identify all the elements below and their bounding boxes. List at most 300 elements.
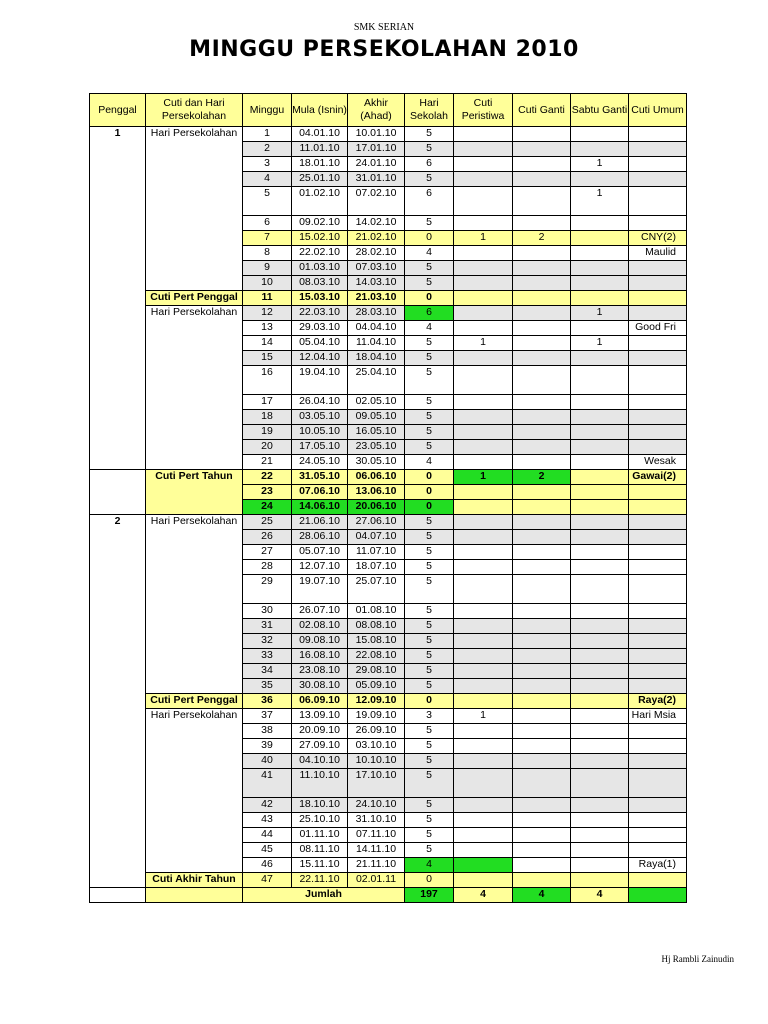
mula-cell: 27.09.10 (292, 739, 348, 754)
mula-cell: 08.11.10 (292, 843, 348, 858)
cuti-peristiwa-cell: 1 (454, 709, 513, 724)
cuti-peristiwa-cell (454, 157, 513, 172)
sabtu-ganti-cell (571, 321, 629, 336)
hari-sekolah-cell: 4 (405, 246, 454, 261)
mula-cell: 31.05.10 (292, 470, 348, 485)
mula-cell: 05.07.10 (292, 545, 348, 560)
cuti-umum-cell (629, 664, 687, 679)
hari-sekolah-cell: 4 (405, 455, 454, 470)
akhir-cell: 07.02.10 (348, 187, 405, 216)
akhir-cell: 24.01.10 (348, 157, 405, 172)
mula-cell: 18.01.10 (292, 157, 348, 172)
sabtu-ganti-cell (571, 395, 629, 410)
akhir-cell: 28.02.10 (348, 246, 405, 261)
cuti-peristiwa-cell (454, 321, 513, 336)
cuti-umum-cell (629, 276, 687, 291)
sabtu-ganti-cell (571, 291, 629, 306)
hari-sekolah-cell: 5 (405, 634, 454, 649)
cuti-ganti-cell: 2 (513, 231, 571, 246)
sabtu-ganti-cell (571, 172, 629, 187)
col-header-akhir: Akhir (Ahad) (348, 94, 405, 127)
hari-sekolah-cell: 0 (405, 485, 454, 500)
cuti-umum-cell (629, 172, 687, 187)
cuti-umum-cell (629, 142, 687, 157)
minggu-cell: 28 (243, 560, 292, 575)
signature: Hj Rambli Zainudin (661, 954, 734, 964)
sabtu-ganti-cell (571, 604, 629, 619)
cuti-umum-cell (629, 425, 687, 440)
total-hari-sekolah: 197 (405, 888, 454, 903)
mula-cell: 22.11.10 (292, 873, 348, 888)
mula-cell: 16.08.10 (292, 649, 348, 664)
minggu-cell: 3 (243, 157, 292, 172)
cuti-peristiwa-cell (454, 455, 513, 470)
cuti-ganti-cell (513, 724, 571, 739)
cuti-umum-cell (629, 560, 687, 575)
cuti-peristiwa-cell (454, 694, 513, 709)
cuti-umum-cell (629, 619, 687, 634)
cuti-ganti-cell (513, 560, 571, 575)
cuti-peristiwa-cell (454, 306, 513, 321)
akhir-cell: 26.09.10 (348, 724, 405, 739)
table-row (90, 873, 687, 888)
hari-sekolah-cell: 6 (405, 157, 454, 172)
mula-cell: 11.01.10 (292, 142, 348, 157)
cuti-peristiwa-cell (454, 261, 513, 276)
hari-sekolah-cell: 5 (405, 769, 454, 798)
mula-cell: 24.05.10 (292, 455, 348, 470)
cuti-ganti-cell (513, 306, 571, 321)
cuti-umum-cell (629, 545, 687, 560)
hari-sekolah-cell: 5 (405, 560, 454, 575)
akhir-cell: 02.01.11 (348, 873, 405, 888)
minggu-cell: 12 (243, 306, 292, 321)
akhir-cell: 14.02.10 (348, 216, 405, 231)
mula-cell: 25.01.10 (292, 172, 348, 187)
minggu-cell: 2 (243, 142, 292, 157)
total-label: Jumlah (243, 888, 405, 903)
sabtu-ganti-cell: 1 (571, 157, 629, 172)
minggu-cell: 11 (243, 291, 292, 306)
akhir-cell: 21.11.10 (348, 858, 405, 873)
akhir-cell: 05.09.10 (348, 679, 405, 694)
cuti-umum-cell: Raya(1) (629, 858, 687, 873)
cuti-ganti-cell (513, 425, 571, 440)
akhir-cell: 04.07.10 (348, 530, 405, 545)
minggu-cell: 10 (243, 276, 292, 291)
sabtu-ganti-cell (571, 798, 629, 813)
cuti-ganti-cell (513, 664, 571, 679)
total-blank (90, 888, 146, 903)
cuti-peristiwa-cell (454, 634, 513, 649)
hari-sekolah-cell: 5 (405, 440, 454, 455)
sabtu-ganti-cell (571, 470, 629, 485)
page-title: MINGGU PERSEKOLAHAN 2010 (189, 37, 579, 62)
section-label: Cuti Pert Penggal (146, 694, 243, 709)
cuti-peristiwa-cell (454, 395, 513, 410)
sabtu-ganti-cell (571, 575, 629, 604)
mula-cell: 20.09.10 (292, 724, 348, 739)
akhir-cell: 22.08.10 (348, 649, 405, 664)
cuti-umum-cell (629, 530, 687, 545)
penggal-2: 2 (90, 515, 146, 888)
mula-cell: 04.01.10 (292, 127, 348, 142)
akhir-cell: 10.01.10 (348, 127, 405, 142)
section-label: Cuti Pert Penggal (146, 291, 243, 306)
cuti-ganti-cell (513, 769, 571, 798)
section-label: Hari Persekolahan (146, 306, 243, 470)
cuti-peristiwa-cell (454, 515, 513, 530)
cuti-ganti-cell (513, 619, 571, 634)
cuti-umum-cell (629, 366, 687, 395)
cuti-umum-cell (629, 395, 687, 410)
mula-cell: 09.08.10 (292, 634, 348, 649)
sabtu-ganti-cell (571, 664, 629, 679)
cuti-umum-cell (629, 575, 687, 604)
sabtu-ganti-cell (571, 276, 629, 291)
hari-sekolah-cell: 5 (405, 604, 454, 619)
cuti-ganti-cell (513, 798, 571, 813)
mula-cell: 15.02.10 (292, 231, 348, 246)
hari-sekolah-cell: 5 (405, 127, 454, 142)
sabtu-ganti-cell (571, 813, 629, 828)
cuti-ganti-cell (513, 843, 571, 858)
cuti-umum-cell (629, 291, 687, 306)
sabtu-ganti-cell (571, 246, 629, 261)
cuti-peristiwa-cell: 1 (454, 470, 513, 485)
table-row (90, 291, 687, 306)
cuti-umum-cell (629, 216, 687, 231)
cuti-ganti-cell (513, 291, 571, 306)
sabtu-ganti-cell (571, 649, 629, 664)
cuti-ganti-cell (513, 873, 571, 888)
sabtu-ganti-cell: 1 (571, 336, 629, 351)
akhir-cell: 25.07.10 (348, 575, 405, 604)
section-label: Hari Persekolahan (146, 515, 243, 694)
table-body (90, 127, 687, 903)
akhir-cell: 12.09.10 (348, 694, 405, 709)
mula-cell: 01.11.10 (292, 828, 348, 843)
cuti-peristiwa-cell (454, 575, 513, 604)
table-row (90, 306, 687, 321)
cuti-peristiwa-cell (454, 142, 513, 157)
section-label: Hari Persekolahan (146, 709, 243, 873)
table-row (90, 470, 687, 485)
cuti-ganti-cell (513, 813, 571, 828)
sabtu-ganti-cell (571, 425, 629, 440)
cuti-peristiwa-cell (454, 351, 513, 366)
total-row (90, 888, 687, 903)
minggu-cell: 16 (243, 366, 292, 395)
minggu-cell: 29 (243, 575, 292, 604)
akhir-cell: 01.08.10 (348, 604, 405, 619)
akhir-cell: 21.03.10 (348, 291, 405, 306)
cuti-peristiwa-cell (454, 739, 513, 754)
sabtu-ganti-cell (571, 724, 629, 739)
cuti-umum-cell (629, 813, 687, 828)
sabtu-ganti-cell: 1 (571, 187, 629, 216)
akhir-cell: 07.03.10 (348, 261, 405, 276)
akhir-cell: 06.06.10 (348, 470, 405, 485)
akhir-cell: 25.04.10 (348, 366, 405, 395)
sabtu-ganti-cell (571, 366, 629, 395)
minggu-cell: 14 (243, 336, 292, 351)
hari-sekolah-cell: 5 (405, 530, 454, 545)
hari-sekolah-cell: 4 (405, 321, 454, 336)
mula-cell: 10.05.10 (292, 425, 348, 440)
cuti-ganti-cell (513, 858, 571, 873)
hari-sekolah-cell: 0 (405, 470, 454, 485)
col-header-cuti-ganti: Cuti Ganti (513, 94, 571, 127)
cuti-umum-cell (629, 873, 687, 888)
cuti-umum-cell (629, 634, 687, 649)
sabtu-ganti-cell (571, 515, 629, 530)
cuti-umum-cell (629, 187, 687, 216)
mula-cell: 21.06.10 (292, 515, 348, 530)
mula-cell: 02.08.10 (292, 619, 348, 634)
cuti-ganti-cell (513, 500, 571, 515)
hari-sekolah-cell: 5 (405, 798, 454, 813)
minggu-cell: 32 (243, 634, 292, 649)
minggu-cell: 46 (243, 858, 292, 873)
minggu-cell: 21 (243, 455, 292, 470)
cuti-ganti-cell (513, 679, 571, 694)
cuti-peristiwa-cell: 1 (454, 231, 513, 246)
cuti-umum-cell (629, 769, 687, 798)
mula-cell: 08.03.10 (292, 276, 348, 291)
cuti-peristiwa-cell (454, 754, 513, 769)
akhir-cell: 21.02.10 (348, 231, 405, 246)
minggu-cell: 30 (243, 604, 292, 619)
cuti-umum-cell: Maulid (629, 246, 687, 261)
cuti-peristiwa-cell (454, 246, 513, 261)
sabtu-ganti-cell (571, 679, 629, 694)
cuti-ganti-cell (513, 515, 571, 530)
hari-sekolah-cell: 6 (405, 306, 454, 321)
sabtu-ganti-cell (571, 545, 629, 560)
minggu-cell: 45 (243, 843, 292, 858)
cuti-peristiwa-cell (454, 769, 513, 798)
cuti-umum-cell: Wesak (629, 455, 687, 470)
col-header-cuti-hari: Cuti dan Hari Persekolahan (146, 94, 243, 127)
cuti-peristiwa-cell (454, 843, 513, 858)
akhir-cell: 27.06.10 (348, 515, 405, 530)
sabtu-ganti-cell (571, 858, 629, 873)
akhir-cell: 16.05.10 (348, 425, 405, 440)
cuti-umum-cell (629, 485, 687, 500)
cuti-ganti-cell (513, 142, 571, 157)
cuti-ganti-cell (513, 649, 571, 664)
cuti-umum-cell (629, 828, 687, 843)
cuti-peristiwa-cell (454, 216, 513, 231)
sabtu-ganti-cell (571, 634, 629, 649)
cuti-peristiwa-cell (454, 545, 513, 560)
total-blank (146, 888, 243, 903)
cuti-ganti-cell (513, 739, 571, 754)
minggu-cell: 8 (243, 246, 292, 261)
cuti-umum-cell (629, 336, 687, 351)
minggu-cell: 44 (243, 828, 292, 843)
mula-cell: 04.10.10 (292, 754, 348, 769)
mula-cell: 17.05.10 (292, 440, 348, 455)
sabtu-ganti-cell (571, 843, 629, 858)
sabtu-ganti-cell (571, 560, 629, 575)
mula-cell: 22.03.10 (292, 306, 348, 321)
sabtu-ganti-cell (571, 351, 629, 366)
table-row (90, 709, 687, 724)
akhir-cell: 11.04.10 (348, 336, 405, 351)
minggu-cell: 33 (243, 649, 292, 664)
cuti-umum-cell (629, 351, 687, 366)
col-header-minggu: Minggu (243, 94, 292, 127)
minggu-cell: 1 (243, 127, 292, 142)
akhir-cell: 28.03.10 (348, 306, 405, 321)
cuti-ganti-cell (513, 694, 571, 709)
minggu-cell: 23 (243, 485, 292, 500)
hari-sekolah-cell: 3 (405, 709, 454, 724)
mula-cell: 03.05.10 (292, 410, 348, 425)
total-cuti-ganti: 4 (513, 888, 571, 903)
cuti-ganti-cell (513, 261, 571, 276)
minggu-cell: 15 (243, 351, 292, 366)
cuti-peristiwa-cell (454, 410, 513, 425)
cuti-ganti-cell (513, 172, 571, 187)
mula-cell: 30.08.10 (292, 679, 348, 694)
cuti-peristiwa-cell (454, 604, 513, 619)
cuti-umum-cell (629, 157, 687, 172)
minggu-cell: 42 (243, 798, 292, 813)
cuti-umum-cell (629, 754, 687, 769)
hari-sekolah-cell: 5 (405, 545, 454, 560)
hari-sekolah-cell: 5 (405, 679, 454, 694)
table-row (90, 127, 687, 142)
akhir-cell: 24.10.10 (348, 798, 405, 813)
cuti-umum-cell (629, 843, 687, 858)
sabtu-ganti-cell (571, 410, 629, 425)
mula-cell: 29.03.10 (292, 321, 348, 336)
section-label: Cuti Pert Tahun (146, 470, 243, 515)
cuti-ganti-cell (513, 366, 571, 395)
sabtu-ganti-cell (571, 769, 629, 798)
hari-sekolah-cell: 5 (405, 425, 454, 440)
cuti-peristiwa-cell (454, 798, 513, 813)
cuti-umum-cell (629, 649, 687, 664)
mula-cell: 22.02.10 (292, 246, 348, 261)
akhir-cell: 20.06.10 (348, 500, 405, 515)
mula-cell: 26.04.10 (292, 395, 348, 410)
akhir-cell: 18.04.10 (348, 351, 405, 366)
akhir-cell: 18.07.10 (348, 560, 405, 575)
cuti-peristiwa-cell (454, 560, 513, 575)
sabtu-ganti-cell (571, 500, 629, 515)
cuti-peristiwa-cell (454, 679, 513, 694)
hari-sekolah-cell: 0 (405, 231, 454, 246)
cuti-ganti-cell (513, 634, 571, 649)
mula-cell: 12.07.10 (292, 560, 348, 575)
cuti-peristiwa-cell (454, 664, 513, 679)
cuti-peristiwa-cell: 1 (454, 336, 513, 351)
sabtu-ganti-cell (571, 828, 629, 843)
col-header-hari-sekolah: Hari Sekolah (405, 94, 454, 127)
akhir-cell: 30.05.10 (348, 455, 405, 470)
mula-cell: 01.02.10 (292, 187, 348, 216)
total-sabtu-ganti: 4 (571, 888, 629, 903)
mula-cell: 19.07.10 (292, 575, 348, 604)
mula-cell: 11.10.10 (292, 769, 348, 798)
mula-cell: 18.10.10 (292, 798, 348, 813)
akhir-cell: 19.09.10 (348, 709, 405, 724)
minggu-cell: 38 (243, 724, 292, 739)
section-label: Cuti Akhir Tahun (146, 873, 243, 888)
col-header-mula: Mula (Isnin) (292, 94, 348, 127)
sabtu-ganti-cell (571, 440, 629, 455)
hari-sekolah-cell: 0 (405, 694, 454, 709)
hari-sekolah-cell: 4 (405, 858, 454, 873)
sabtu-ganti-cell (571, 455, 629, 470)
sabtu-ganti-cell (571, 142, 629, 157)
hari-sekolah-cell: 5 (405, 619, 454, 634)
minggu-cell: 26 (243, 530, 292, 545)
cuti-peristiwa-cell (454, 619, 513, 634)
mula-cell: 23.08.10 (292, 664, 348, 679)
hari-sekolah-cell: 5 (405, 813, 454, 828)
cuti-ganti-cell (513, 395, 571, 410)
sabtu-ganti-cell (571, 873, 629, 888)
penggal-1: 1 (90, 127, 146, 470)
cuti-peristiwa-cell (454, 291, 513, 306)
akhir-cell: 07.11.10 (348, 828, 405, 843)
minggu-cell: 22 (243, 470, 292, 485)
akhir-cell: 04.04.10 (348, 321, 405, 336)
penggal-gap (90, 470, 146, 515)
minggu-cell: 17 (243, 395, 292, 410)
cuti-umum-cell (629, 515, 687, 530)
mula-cell: 15.11.10 (292, 858, 348, 873)
table-row (90, 515, 687, 530)
mula-cell: 09.02.10 (292, 216, 348, 231)
cuti-umum-cell (629, 798, 687, 813)
hari-sekolah-cell: 5 (405, 261, 454, 276)
akhir-cell: 29.08.10 (348, 664, 405, 679)
col-header-sabtu-ganti: Sabtu Ganti (571, 94, 629, 127)
mula-cell: 15.03.10 (292, 291, 348, 306)
mula-cell: 14.06.10 (292, 500, 348, 515)
hari-sekolah-cell: 5 (405, 843, 454, 858)
minggu-cell: 9 (243, 261, 292, 276)
hari-sekolah-cell: 5 (405, 216, 454, 231)
cuti-umum-cell (629, 127, 687, 142)
hari-sekolah-cell: 0 (405, 291, 454, 306)
cuti-umum-cell: Good Fri (629, 321, 687, 336)
cuti-peristiwa-cell (454, 813, 513, 828)
hari-sekolah-cell: 0 (405, 873, 454, 888)
minggu-cell: 41 (243, 769, 292, 798)
sabtu-ganti-cell: 1 (571, 306, 629, 321)
minggu-cell: 6 (243, 216, 292, 231)
cuti-peristiwa-cell (454, 500, 513, 515)
hari-sekolah-cell: 5 (405, 649, 454, 664)
minggu-cell: 43 (243, 813, 292, 828)
mula-cell: 05.04.10 (292, 336, 348, 351)
cuti-umum-cell (629, 410, 687, 425)
akhir-cell: 13.06.10 (348, 485, 405, 500)
cuti-peristiwa-cell (454, 425, 513, 440)
mula-cell: 19.04.10 (292, 366, 348, 395)
sabtu-ganti-cell (571, 739, 629, 754)
mula-cell: 26.07.10 (292, 604, 348, 619)
hari-sekolah-cell: 5 (405, 172, 454, 187)
cuti-umum-cell (629, 739, 687, 754)
